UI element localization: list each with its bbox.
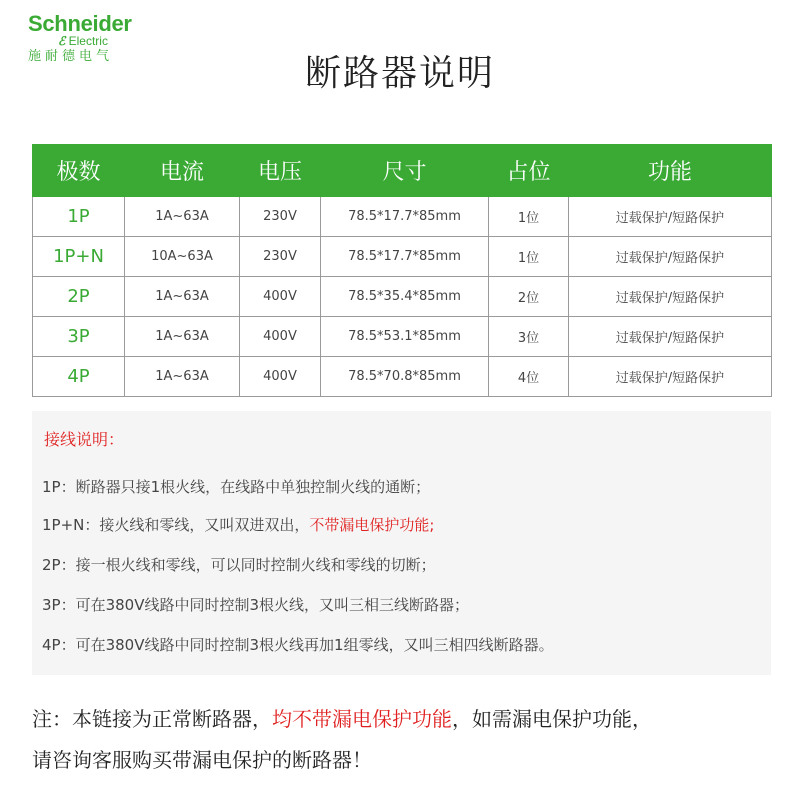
cell-function: 过载保护/短路保护	[569, 357, 772, 397]
note-text: 3P：可在380V线路中同时控制3根火线，又叫三相三线断路器；	[42, 596, 470, 614]
cell-current: 10A~63A	[125, 237, 240, 277]
header-slots: 占位	[489, 145, 569, 197]
cell-poles: 2P	[33, 277, 125, 317]
cell-slots: 3位	[489, 317, 569, 357]
cell-slots: 1位	[489, 237, 569, 277]
wiring-note-2p	[42, 554, 436, 576]
logo-chinese: 施耐德电气	[28, 49, 114, 64]
wiring-note-1pn	[42, 514, 434, 536]
footer-text: ，如需漏电保护功能，	[452, 707, 652, 731]
cell-voltage: 400V	[240, 317, 321, 357]
header-voltage: 电压	[240, 145, 321, 197]
cell-size: 78.5*53.1*85mm	[321, 317, 489, 357]
cell-current: 1A~63A	[125, 197, 240, 237]
cell-poles: 3P	[33, 317, 125, 357]
spec-table-header	[33, 145, 772, 197]
cell-size: 78.5*70.8*85mm	[321, 357, 489, 397]
header-size: 尺寸	[321, 145, 489, 197]
table-row	[33, 197, 772, 237]
cell-function: 过载保护/短路保护	[569, 197, 772, 237]
cell-function: 过载保护/短路保护	[569, 237, 772, 277]
table-row	[33, 277, 772, 317]
wiring-notes-title: 接线说明：	[44, 430, 125, 449]
cell-voltage: 230V	[240, 237, 321, 277]
cell-voltage: 400V	[240, 357, 321, 397]
note-text: 1P：断路器只接1根火线，在线路中单独控制火线的通断；	[42, 478, 431, 496]
cell-size: 78.5*17.7*85mm	[321, 197, 489, 237]
cell-function: 过载保护/短路保护	[569, 317, 772, 357]
table-row	[33, 357, 772, 397]
logo-mark-icon: ℰ	[58, 34, 66, 48]
cell-slots: 4位	[489, 357, 569, 397]
cell-function: 过载保护/短路保护	[569, 277, 772, 317]
cell-poles: 4P	[33, 357, 125, 397]
cell-poles: 1P+N	[33, 237, 125, 277]
note-text: 1P+N：接火线和零线，又叫双进双出，	[42, 516, 310, 534]
logo-sub	[58, 34, 158, 48]
wiring-note-1p	[42, 476, 430, 498]
header-current: 电流	[125, 145, 240, 197]
logo-brand: Schneider	[28, 11, 132, 36]
cell-slots: 1位	[489, 197, 569, 237]
cell-current: 1A~63A	[125, 357, 240, 397]
footer-text: 注：本链接为正常断路器，	[32, 707, 272, 731]
cell-voltage: 400V	[240, 277, 321, 317]
page-title: 断路器说明	[304, 53, 495, 94]
cell-size: 78.5*35.4*85mm	[321, 277, 489, 317]
cell-poles: 1P	[33, 197, 125, 237]
cell-current: 1A~63A	[125, 317, 240, 357]
note-text: 4P：可在380V线路中同时控制3根火线再加1组零线，又叫三相四线断路器。	[42, 636, 554, 654]
header-function: 功能	[569, 145, 772, 197]
cell-voltage: 230V	[240, 197, 321, 237]
spec-table	[32, 144, 772, 397]
footer-note-line1	[32, 705, 782, 733]
wiring-note-4p	[42, 634, 554, 656]
footer-warning: 均不带漏电保护功能	[272, 707, 452, 731]
cell-size: 78.5*17.7*85mm	[321, 237, 489, 277]
note-warning: 不带漏电保护功能;	[309, 516, 435, 534]
table-row	[33, 317, 772, 357]
logo-sub-text: Electric	[68, 34, 108, 48]
footer-note-line2: 请咨询客服购买带漏电保护的断路器！	[32, 748, 372, 772]
cell-current: 1A~63A	[125, 277, 240, 317]
wiring-note-3p	[42, 594, 469, 616]
wiring-notes-panel	[32, 411, 771, 675]
header-poles: 极数	[33, 145, 125, 197]
cell-slots: 2位	[489, 277, 569, 317]
table-row	[33, 237, 772, 277]
note-text: 2P：接一根火线和零线，可以同时控制火线和零线的切断；	[42, 556, 436, 574]
